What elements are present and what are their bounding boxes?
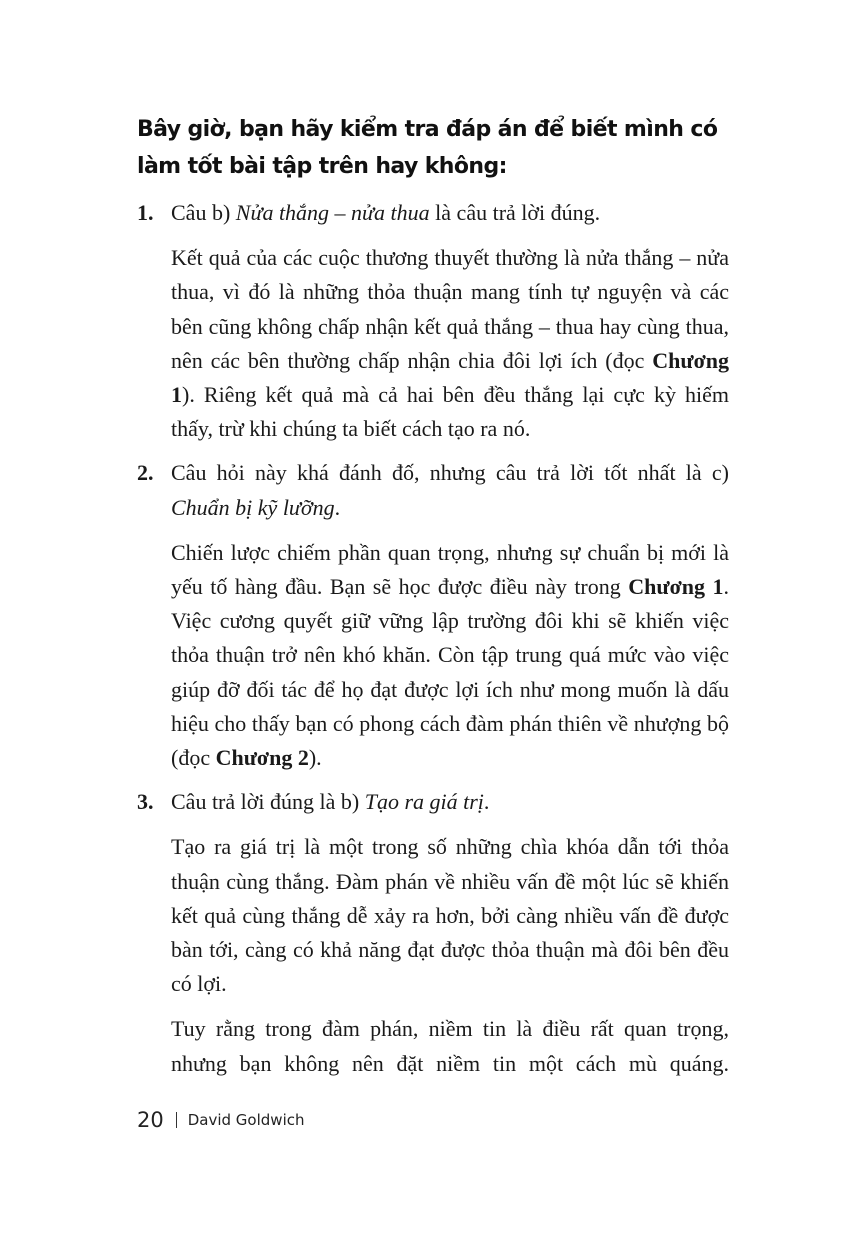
- answer-statement: [171, 196, 729, 230]
- answer-emphasis: Tạo ra giá trị: [364, 789, 484, 815]
- explanation-paragraph: Tạo ra giá trị là một trong số những chìa khóa dẫn tới thỏa thuận cùng thắng. Đàm phán về nhiều vấn đề một lúc sẽ khiến kết quả cùng thắng dễ xảy ra hơn, bởi càng nhiều vấn đề được bàn tới, càng có khả năng đạt được thỏa thuận mà đôi bên đều có lợi.: [171, 834, 729, 997]
- footer-divider: [176, 1112, 177, 1128]
- answer-text: .: [483, 789, 490, 815]
- paragraph-text: . Việc cương quyết giữ vững lập trường đôi khi sẽ khiến việc thỏa thuận trở nên khó khăn. Còn tập trung quá mức vào việc giúp đỡ đối tác để họ đạt được lợi ích như mong muốn là dấu hiệu cho thấy bạn có phong cách đàm phán thiên về nhượng bộ (đọc: [171, 574, 729, 771]
- paragraph-text: ). Riêng kết quả mà cả hai bên đều thắng lại cực kỳ hiếm thấy, trừ khi chúng ta biết cách tạo ra nó.: [171, 382, 729, 442]
- paragraph-text: Chiến lược chiếm phần quan trọng, nhưng sự chuẩn bị mới là yếu tố hàng đầu. Bạn sẽ học được điều này trong: [171, 539, 729, 600]
- answer-emphasis: Chuẩn bị kỹ lưỡng: [171, 494, 335, 520]
- explanation-paragraph: [171, 536, 729, 775]
- paragraph-text: ).: [308, 745, 322, 771]
- answer-text: là câu trả lời đúng.: [429, 200, 601, 225]
- chapter-reference: Chương 1: [171, 347, 729, 408]
- paragraph-text: Kết quả của các cuộc thương thuyết thường là nửa thắng – nửa thua, vì đó là những thỏa thuận mang tính tự nguyện và các bên cũng không chấp nhận kết quả thắng – thua hay cùng thua, nên các bên thường chấp nhận chia đôi lợi ích (đọc: [171, 245, 729, 373]
- item-number: 1.: [137, 200, 154, 225]
- author-name: David Goldwich: [187, 1111, 305, 1129]
- answer-statement: [171, 456, 729, 524]
- answer-statement: [171, 785, 729, 819]
- heading-line-1: Bây giờ, bạn hãy kiểm tra đáp án để biết mình có: [137, 117, 718, 142]
- answer-item-1: [137, 196, 729, 446]
- explanation-paragraph: Tuy rằng trong đàm phán, niềm tin là điều rất quan trọng, nhưng bạn không nên đặt niềm tin một cách mù quáng.: [171, 1016, 729, 1076]
- answer-list: [137, 196, 729, 1091]
- item-number: 3.: [137, 789, 154, 815]
- explanation-paragraph: [171, 241, 729, 446]
- answer-emphasis: Nửa thắng – nửa thua: [235, 200, 430, 225]
- answer-text: Câu trả lời đúng là b): [171, 789, 365, 815]
- chapter-reference: Chương 2: [215, 745, 309, 771]
- page-number: 20: [137, 1108, 164, 1132]
- item-number: 2.: [137, 460, 154, 486]
- chapter-reference: Chương 1: [628, 574, 724, 600]
- section-heading: [137, 111, 737, 185]
- heading-line-2: làm tốt bài tập trên hay không:: [137, 154, 507, 179]
- page-footer: [137, 1108, 305, 1132]
- answer-text: .: [334, 494, 341, 520]
- answer-item-2: [137, 456, 729, 775]
- answer-text: Câu hỏi này khá đánh đố, nhưng câu trả lời tốt nhất là c): [171, 460, 729, 486]
- answer-text: Câu b): [171, 200, 236, 225]
- answer-item-3: [137, 785, 729, 1081]
